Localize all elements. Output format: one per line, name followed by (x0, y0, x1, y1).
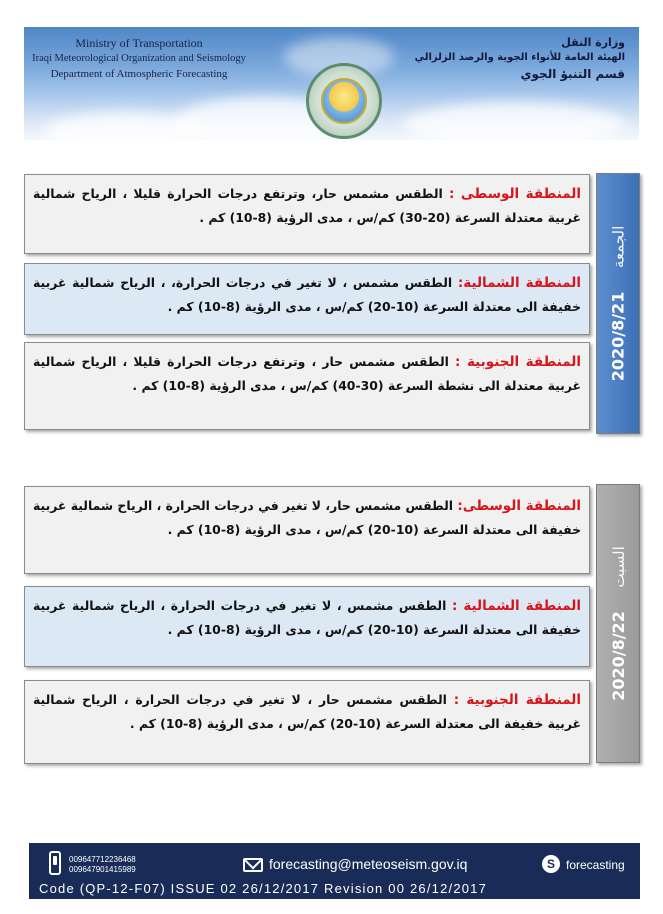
mail-icon (243, 858, 263, 872)
skype-icon: S (542, 855, 560, 873)
region-name: المنطقة الجنوبية : (455, 354, 581, 370)
department-name-ar: قسم التنبؤ الجوي (520, 67, 625, 81)
email-link[interactable]: forecasting@meteoseism.gov.iq (269, 856, 468, 872)
header-arabic (415, 35, 625, 83)
ministry-name-ar: وزارة النقل (561, 36, 625, 49)
region-name: المنطقة الوسطى: (457, 498, 581, 514)
forecast-text: الطقس مشمس حار، لا تغير في درجات الحرارة ، الرياح شمالية غربية خفيفة الى معتدلة السرعة (10-20) كم/س ، مدى الرؤية (8-10) كم . (33, 498, 581, 537)
forecast-day1-south (24, 342, 590, 430)
region-name: المنطقة الشمالية : (451, 598, 581, 614)
header-english (24, 35, 254, 82)
forecast-day2-south (24, 680, 590, 764)
forecast-day2-central (24, 486, 590, 574)
organization-name-ar: الهيئة العامة للأنواء الجوية والرصد الزلزالي (414, 52, 625, 63)
date-panel-day2 (596, 484, 640, 763)
phone-icon (49, 851, 61, 875)
skype-handle[interactable]: forecasting (566, 858, 625, 872)
region-name: المنطقة الوسطى : (448, 186, 581, 202)
logo-emblem (306, 63, 382, 139)
footer-bar (29, 843, 640, 899)
forecast-day2-north (24, 586, 590, 667)
region-name: المنطقة الجنوبية : (453, 692, 582, 708)
day-name: السبت (609, 546, 628, 588)
forecast-text: الطقس مشمس حار، وترتفع درجات الحرارة قليلا ، الرياح شمالية غربية معتدلة السرعة (20-30) كم/س ، مدى الرؤية (8-10) كم . (33, 186, 581, 225)
ministry-name-en: Ministry of Transportation (75, 36, 203, 50)
date-value: 2020/8/21 (608, 291, 628, 382)
department-name-en: Department of Atmospheric Forecasting (50, 68, 228, 80)
date-label (609, 226, 628, 382)
forecast-text: الطقس مشمس حار ، وترتفع درجات الحرارة قليلا ، الرياح شمالية غربية معتدلة الى نشطة السرعة (30-40) كم/س ، مدى الرؤية (8-10) كم . (33, 354, 581, 393)
forecast-day1-north (24, 263, 590, 335)
forecast-text: الطقس مشمس حار ، لا تغير في درجات الحرارة ، الرياح شمالية غربية خفيفة الى معتدلة السرعة (10-20) كم/س ، مدى الرؤية (8-10) كم . (33, 692, 581, 731)
date-panel-day1 (596, 173, 640, 434)
date-value: 2020/8/22 (608, 611, 628, 701)
region-name: المنطقة الشمالية: (457, 275, 581, 291)
header-banner (24, 27, 639, 140)
forecast-text: الطقس مشمس ، لا تغير في درجات الحرارة ، الرياح شمالية غربية خفيفة الى معتدلة السرعة (10-20) كم/س ، مدى الرؤية (8-10) كم . (33, 598, 581, 637)
date-label (609, 546, 628, 701)
organization-name-en: Iraqi Meteorological Organization and Seismology (32, 53, 246, 64)
document-code: Code (QP-12-F07) ISSUE 02 26/12/2017 Revision 00 26/12/2017 (39, 881, 488, 896)
phone-number-1: 009647712236468 (69, 855, 136, 864)
day-name: الجمعة (609, 225, 628, 269)
logo-sun-icon (321, 78, 367, 124)
forecast-text: الطقس مشمس ، لا تغير في درجات الحرارة، ، الرياح شمالية غربية خفيفة الى معتدلة السرعة (10-20) كم/س ، مدى الرؤية (8-10) كم . (33, 275, 581, 314)
phone-number-2: 009647901415989 (69, 865, 136, 874)
phone-numbers (69, 855, 136, 875)
forecast-day1-central (24, 174, 590, 254)
